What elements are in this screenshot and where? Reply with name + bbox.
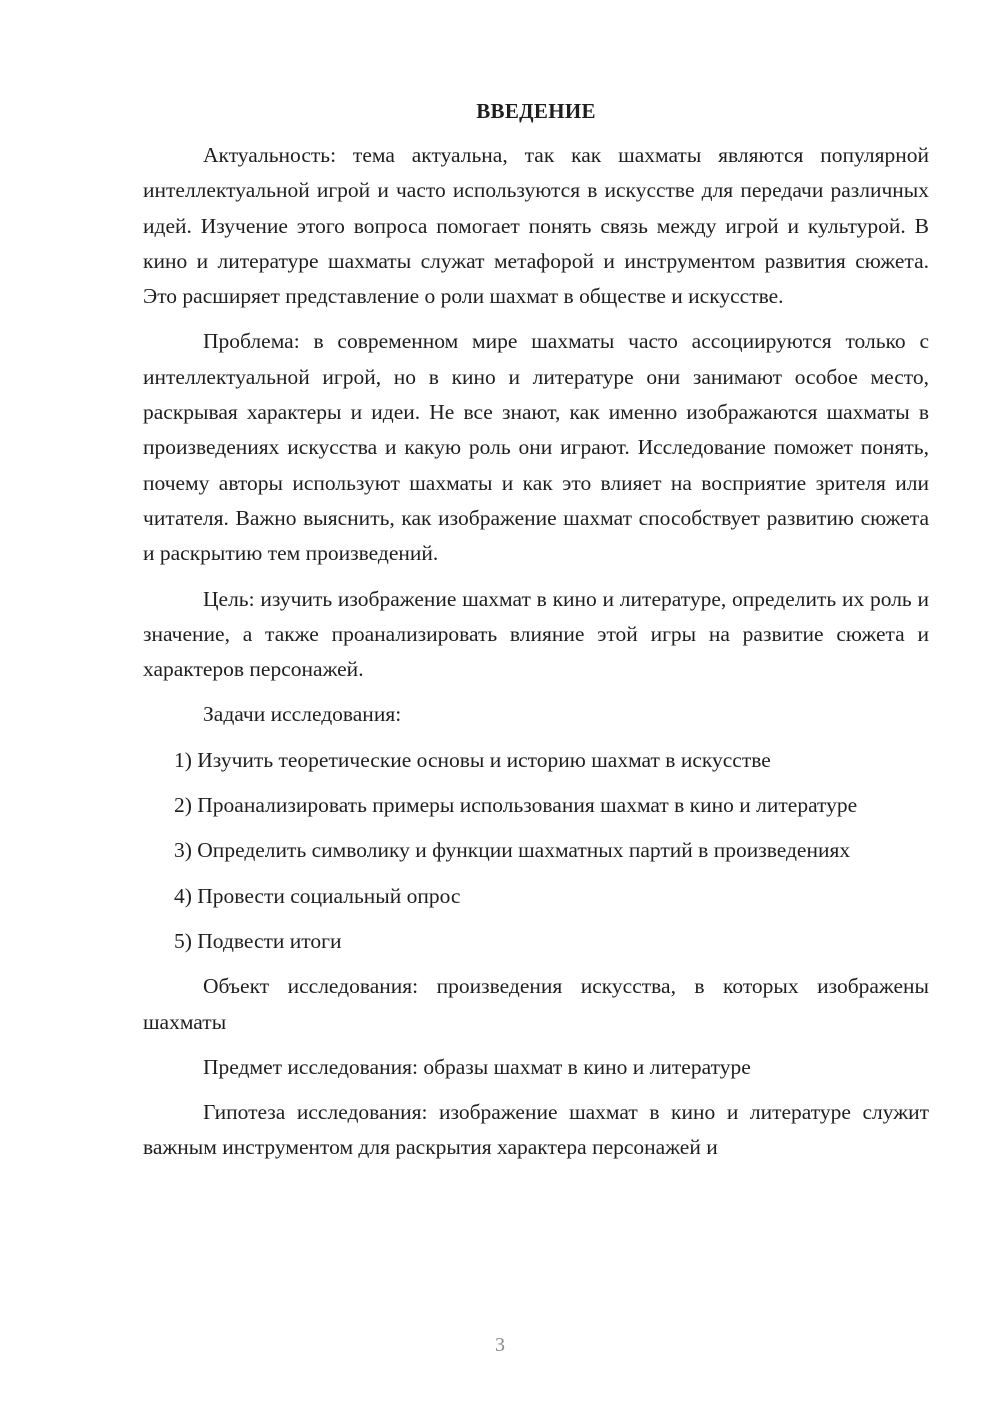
- task-item-1: 1) Изучить теоретические основы и историю шахмат в искусстве: [174, 747, 771, 772]
- paragraph-hypothesis: Гипотеза исследования: изображение шахмат в кино и литературе служит важным инструментом для раскрытия характера персонажей и: [143, 1100, 929, 1160]
- paragraph-problem: Проблема: в современном мире шахматы часто ассоциируются только с интеллектуальной игрой, но в кино и литературе они занимают особое место, раскрывая характеры и идеи. Не все знают, как именно изображаются шахматы в произведениях искусства и какую роль они играют. Исследование поможет понять, почему авторы используют шахматы и как это влияет на восприятие зрителя или читателя. Важно выяснить, как изображение шахмат способствует развитию сюжета и раскрытию тем произведений.: [143, 329, 929, 566]
- paragraph-goal: Цель: изучить изображение шахмат в кино и литературе, определить их роль и значение, а также проанализировать влияние этой игры на развитие сюжета и характеров персонажей.: [143, 586, 929, 682]
- task-item-4: 4) Провести социальный опрос: [174, 883, 461, 908]
- page-number: 3: [495, 1334, 505, 1356]
- document-page: [143, 96, 929, 1176]
- paragraph-subject: Предмет исследования: образы шахмат в кино и литературе: [203, 1054, 751, 1079]
- paragraph-relevance: Актуальность: тема актуальна, так как шахматы являются популярной интеллектуальной игрой и часто используются в искусстве для передачи различных идей. Изучение этого вопроса помогает понять связь между игрой и культурой. В кино и литературе шахматы служат метафорой и инструментом развития сюжета. Это расширяет представление о роли шахмат в обществе и искусстве.: [143, 143, 929, 309]
- section-title: ВВЕДЕНИЕ: [476, 99, 596, 123]
- task-item-2: 2) Проанализировать примеры использования шахмат в кино и литературе: [174, 793, 858, 818]
- task-item-5: 5) Подвести итоги: [174, 928, 342, 953]
- tasks-heading: Задачи исследования:: [203, 702, 402, 727]
- task-item-3: 3) Определить символику и функции шахматных партий в произведениях: [174, 838, 851, 863]
- paragraph-object: Объект исследования: произведения искусства, в которых изображены шахматы: [143, 974, 929, 1034]
